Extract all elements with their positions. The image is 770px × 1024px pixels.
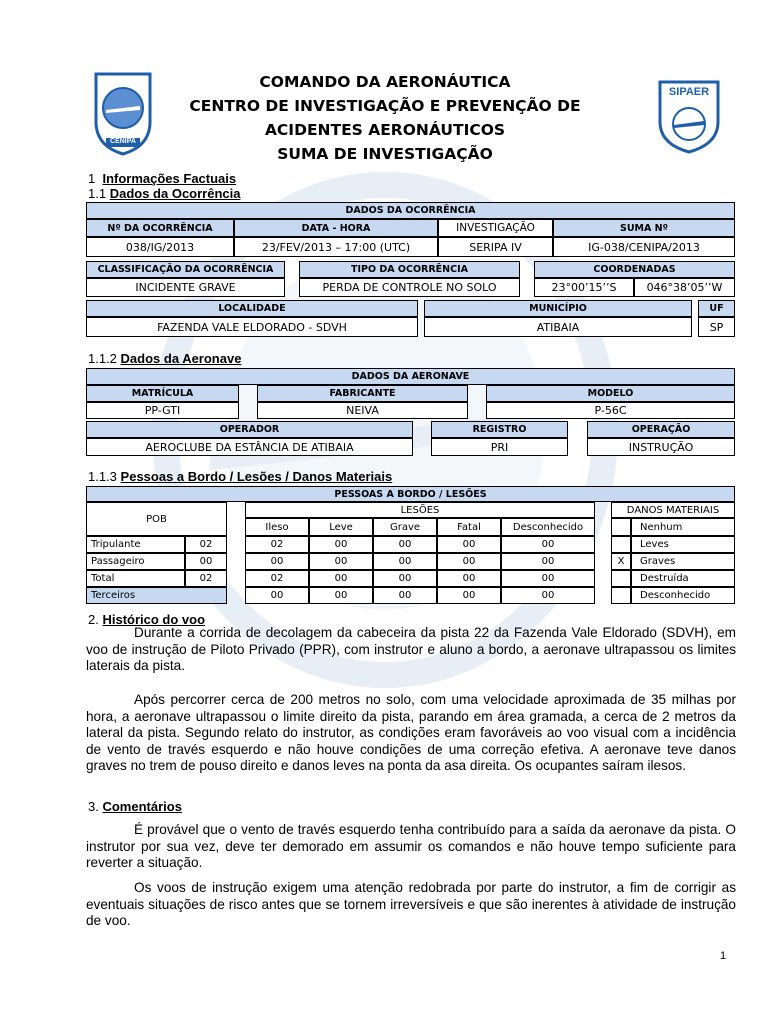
ocorrencia-suma-value: IG-038/CENIPA/2013 <box>553 237 735 257</box>
lesao-cell: 02 <box>245 570 309 587</box>
registro-header: REGISTRO <box>431 421 568 438</box>
section-2-title: Histórico do voo <box>102 612 206 627</box>
header-line-2: CENTRO DE INVESTIGAÇÃO E PREVENÇÃO DE <box>189 97 581 115</box>
operacao-header: OPERAÇÃO <box>587 421 735 438</box>
ocorrencia-suma-header: SUMA Nº <box>553 219 735 237</box>
col-ileso: Ileso <box>245 518 309 536</box>
lesao-cell: 00 <box>437 587 501 604</box>
longitude-value: 046°38’05’’W <box>634 278 735 297</box>
section-3-heading <box>88 800 182 814</box>
uf-value: SP <box>698 317 735 337</box>
ocorrencia-data-value: 23/FEV/2013 – 17:00 (UTC) <box>234 237 438 257</box>
lesao-cell: 02 <box>245 536 309 553</box>
ocorrencia-data-header: DATA - HORA <box>234 219 438 237</box>
section-1-1-3-heading <box>88 470 392 484</box>
operador-value: AEROCLUBE DA ESTÂNCIA DE ATIBAIA <box>86 438 413 456</box>
aeronave-title: DADOS DA AERONAVE <box>86 368 735 385</box>
row-pob-tripulante: 02 <box>185 536 227 553</box>
classificacao-value: INCIDENTE GRAVE <box>86 278 285 297</box>
dano-label-2: Graves <box>631 553 735 570</box>
section-1-1-2-title: Dados da Aeronave <box>120 351 242 366</box>
cenipa-logo-text: CENIPA <box>110 138 136 145</box>
lesao-cell: 00 <box>309 536 373 553</box>
lesao-cell: 00 <box>437 536 501 553</box>
section-1-1-title: Dados da Ocorrência <box>109 186 241 201</box>
tipo-header: TIPO DA OCORRÊNCIA <box>299 261 520 278</box>
dano-mark-2: X <box>611 553 631 570</box>
ocorrencia-title: DADOS DA OCORRÊNCIA <box>86 202 735 219</box>
section-1-heading <box>88 172 236 186</box>
section-2-number: 2. <box>88 612 99 627</box>
operacao-value: INSTRUÇÃO <box>587 438 735 456</box>
col-fatal: Fatal <box>437 518 501 536</box>
row-label-terceiros: Terceiros <box>86 587 227 604</box>
page-number: 1 <box>720 950 727 962</box>
dano-mark-3 <box>611 570 631 587</box>
dano-mark-4 <box>611 587 631 604</box>
section-1-1-2-heading <box>88 352 241 366</box>
fabricante-value: NEIVA <box>257 402 468 419</box>
classificacao-header: CLASSIFICAÇÃO DA OCORRÊNCIA <box>86 261 285 278</box>
row-pob-passageiro: 00 <box>185 553 227 570</box>
row-label-total: Total <box>86 570 185 587</box>
modelo-header: MODELO <box>486 385 735 402</box>
section-1-1-heading <box>88 187 240 201</box>
col-leve: Leve <box>309 518 373 536</box>
registro-value: PRI <box>431 438 568 456</box>
matricula-header: MATRÍCULA <box>86 385 239 402</box>
tipo-value: PERDA DE CONTROLE NO SOLO <box>299 278 520 297</box>
pessoas-title: PESSOAS A BORDO / LESÕES <box>86 486 735 502</box>
historico-paragraph-1: Durante a corrida de decolagem da cabeceira da pista 22 da Fazenda Vale Eldorado (SDVH), em voo de instrução de Piloto Privado (PPR), com instrutor e aluno a bordo, a aeronave ultrapassou os limites laterais da pista. <box>86 625 736 673</box>
row-label-passageiro: Passageiro <box>86 553 185 570</box>
section-3-title: Comentários <box>102 799 182 814</box>
col-grave: Grave <box>373 518 437 536</box>
latitude-value: 23°00’15’’S <box>534 278 634 297</box>
lesao-cell: 00 <box>245 587 309 604</box>
section-1-number: 1 <box>88 171 96 186</box>
lesao-cell: 00 <box>437 553 501 570</box>
lesao-cell: 00 <box>309 553 373 570</box>
section-1-1-number: 1.1 <box>88 186 107 201</box>
municipio-value: ATIBAIA <box>424 317 692 337</box>
comentarios-paragraph-1: É provável que o vento de través esquerdo tenha contribuído para a saída da aeronave da pista. O instrutor por sua vez, deve ter demorado em assumir os comandos e não houve tempo suficiente para reverter a situação. <box>86 822 736 870</box>
dano-label-1: Leves <box>631 536 735 553</box>
dano-label-0: Nenhum <box>631 518 735 536</box>
ocorrencia-inv-header: INVESTIGAÇÃO <box>438 219 553 237</box>
lesao-cell: 00 <box>373 587 437 604</box>
operador-header: OPERADOR <box>86 421 413 438</box>
col-desconhecido: Desconhecido <box>501 518 595 536</box>
comentarios-paragraph-2: Os voos de instrução exigem uma atenção redobrada por parte do instrutor, a fim de corrigir as eventuais situações de risco antes que se tornem irreversíveis e que são inerentes à atividade de instrução de voo. <box>86 880 736 928</box>
header-line-3: ACIDENTES AERONÁUTICOS <box>264 121 506 139</box>
coordenadas-header: COORDENADAS <box>534 261 735 278</box>
row-label-tripulante: Tripulante <box>86 536 185 553</box>
lesao-cell: 00 <box>373 570 437 587</box>
lesao-cell: 00 <box>373 553 437 570</box>
header-line-4: SUMA DE INVESTIGAÇÃO <box>277 145 493 163</box>
ocorrencia-num-header: Nº DA OCORRÊNCIA <box>86 219 234 237</box>
fabricante-header: FABRICANTE <box>257 385 468 402</box>
lesao-cell: 00 <box>501 587 595 604</box>
lesao-cell: 00 <box>245 553 309 570</box>
lesao-cell: 00 <box>309 587 373 604</box>
ocorrencia-num-value: 038/IG/2013 <box>86 237 234 257</box>
dano-mark-0 <box>611 518 631 536</box>
sipaer-logo-text: SIPAER <box>668 86 710 98</box>
lesao-cell: 00 <box>501 570 595 587</box>
danos-header: DANOS MATERIAIS <box>611 502 735 518</box>
municipio-header: MUNICÍPIO <box>424 300 692 317</box>
lesao-cell: 00 <box>501 553 595 570</box>
section-1-1-3-title: Pessoas a Bordo / Lesões / Danos Materiais <box>120 469 393 484</box>
matricula-value: PP-GTI <box>86 402 239 419</box>
lesao-cell: 00 <box>309 570 373 587</box>
localidade-header: LOCALIDADE <box>86 300 418 317</box>
dano-label-4: Desconhecido <box>631 587 735 604</box>
header-line-1: COMANDO DA AERONÁUTICA <box>259 73 511 91</box>
section-3-number: 3. <box>88 799 99 814</box>
uf-header: UF <box>698 300 735 317</box>
section-1-title: Informações Factuais <box>102 171 237 186</box>
section-1-1-2-number: 1.1.2 <box>88 351 117 366</box>
document-header <box>160 70 610 166</box>
section-1-1-3-number: 1.1.3 <box>88 469 117 484</box>
historico-paragraph-2: Após percorrer cerca de 200 metros no solo, com uma velocidade aproximada de 35 milhas por hora, a aeronave ultrapassou o limite direito da pista, parando em área gramada, a cerca de 2 metros da lateral da pista. Segundo relato do instrutor, as condições eram favoráveis ao voo visual com a incidência de vento de través esquerdo e não houve condições de uma correção efetiva. A aeronave teve danos graves no trem de pouso direito e danos leves na ponta da asa direita. Os ocupantes saíram ilesos. <box>86 692 736 773</box>
pob-header: POB <box>86 502 227 536</box>
lesao-cell: 00 <box>501 536 595 553</box>
lesao-cell: 00 <box>437 570 501 587</box>
row-pob-total: 02 <box>185 570 227 587</box>
localidade-value: FAZENDA VALE ELDORADO - SDVH <box>86 317 418 337</box>
dano-mark-1 <box>611 536 631 553</box>
ocorrencia-inv-value: SERIPA IV <box>438 237 553 257</box>
dano-label-3: Destruída <box>631 570 735 587</box>
lesao-cell: 00 <box>373 536 437 553</box>
lesoes-header: LESÕES <box>245 502 595 518</box>
modelo-value: P-56C <box>486 402 735 419</box>
